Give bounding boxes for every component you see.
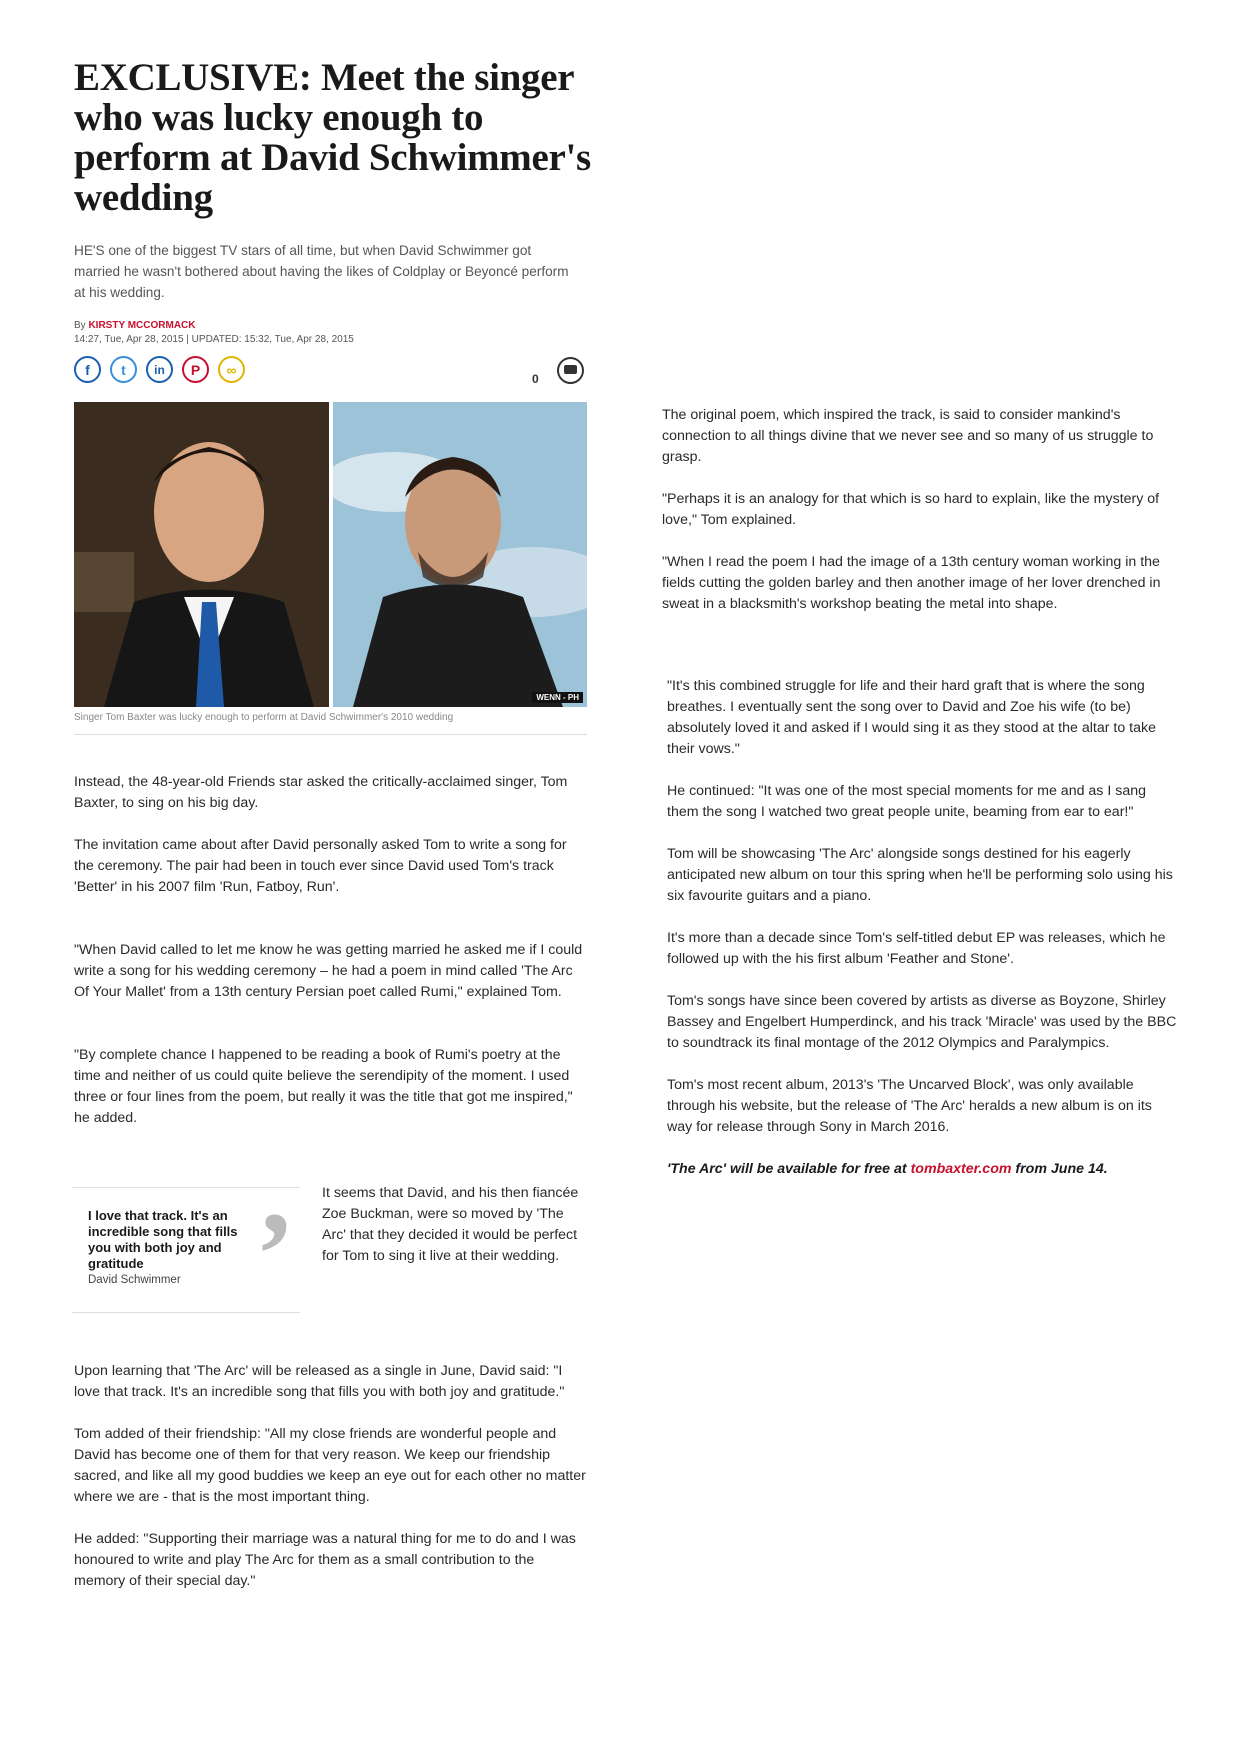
article-paragraph: Tom's most recent album, 2013's 'The Uncarved Block', was only available through his website, but the release of 'The Arc' heralds a new album is on its way for release through Sony in March 2016.	[667, 1077, 1152, 1135]
article-paragraph: Tom's songs have since been covered by artists as diverse as Boyzone, Shirley Bassey and Engelbert Humperdinck, and his track 'Miracle' was used by the BBC to soundtrack its final montage of the 2012 Olympics and Paralympics.	[667, 993, 1177, 1051]
article-headline: EXCLUSIVE: Meet the singer who was lucky enough to perform at David Schwimmer's wedding	[74, 56, 591, 219]
article-paragraph: "When I read the poem I had the image of a 13th century woman working in the fields cutting the golden barley and then another image of her lover drenched in sweat in a blacksmith's workshop beating the metal into shape.	[662, 554, 1161, 612]
byline-prefix: By	[74, 320, 89, 331]
pull-quote-text: I love that track. It's an incredible song that fills you with both joy and gratitude	[88, 1208, 238, 1271]
share-bar	[74, 356, 245, 383]
article-paragraph: The invitation came about after David personally asked Tom to write a song for the ceremony. The pair had been in touch ever since David used Tom's track 'Better' in his 2007 film 'Run, Fatboy, Run'.	[74, 837, 567, 895]
article-paragraph: "When David called to let me know he was getting married he asked me if I could write a song for his wedding ceremony – he had a poem in mind called 'The Arc Of Your Mallet' from a 13th century Persian poet called Rumi," explained Tom.	[74, 942, 583, 1000]
availability-note	[667, 1159, 1177, 1180]
article-paragraph: "By complete chance I happened to be reading a book of Rumi's poetry at the time and neither of us could quite believe the serendipity of the moment. I used three or four lines from the poem, but really it was the title that got me inspired," he added.	[74, 1047, 573, 1126]
facebook-icon[interactable]: f	[74, 356, 101, 383]
article-paragraph: "It's this combined struggle for life and their hard graft that is where the song breathes. I eventually sent the song over to David and Zoe his wife (to be) absolutely loved it and asked if I would sing it as they stood at the altar to take their vows."	[667, 678, 1156, 757]
photo-david-schwimmer	[74, 402, 329, 707]
article-standfirst: HE'S one of the biggest TV stars of all time, but when David Schwimmer got married he wasn't bothered about having the likes of Coldplay or Beyoncé perform at his wedding.	[74, 243, 569, 300]
article-timestamp: 14:27, Tue, Apr 28, 2015 | UPDATED: 15:32, Tue, Apr 28, 2015	[74, 334, 354, 345]
comment-count[interactable]: 0	[532, 372, 539, 386]
article-paragraph: It's more than a decade since Tom's self-titled debut EP was releases, which he followed up with the his first album 'Feather and Stone'.	[667, 930, 1166, 967]
twitter-icon[interactable]: t	[110, 356, 137, 383]
photo-tom-baxter	[333, 402, 587, 707]
pull-quote-attribution: David Schwimmer	[88, 1274, 181, 1286]
linkedin-icon[interactable]: in	[146, 356, 173, 383]
quote-mark-icon: ’	[255, 1187, 295, 1320]
portrait-illustration-left	[74, 402, 329, 707]
article-paragraph: He added: "Supporting their marriage was a natural thing for me to do and I was honoured to write and play The Arc for them as a small contribution to the memory of their special day."	[74, 1531, 576, 1589]
comment-icon[interactable]	[557, 357, 584, 384]
pinterest-icon[interactable]: P	[182, 356, 209, 383]
byline	[74, 320, 196, 331]
author-link[interactable]: KIRSTY MCCORMACK	[88, 320, 196, 331]
article-paragraph: Tom added of their friendship: "All my close friends are wonderful people and David has become one of them for that very reason. We keep our friendship sacred, and like all my good buddies we keep an eye out for each other no matter where we are - that is the most important thing.	[74, 1426, 586, 1505]
article-paragraph: Instead, the 48-year-old Friends star asked the critically-acclaimed singer, Tom Baxter, to sing on his big day.	[74, 774, 568, 811]
article-paragraph: The original poem, which inspired the track, is said to consider mankind's connection to all things divine that we never see and so many of us struggle to grasp.	[662, 407, 1154, 465]
article-paragraph: Upon learning that 'The Arc' will be released as a single in June, David said: "I love that track. It's an incredible song that fills you with both joy and gratitude."	[74, 1363, 565, 1400]
photo-caption: Singer Tom Baxter was lucky enough to perform at David Schwimmer's 2010 wedding	[74, 712, 454, 723]
divider	[74, 734, 587, 735]
portrait-illustration-right	[333, 402, 587, 707]
link-icon[interactable]: ∞	[218, 356, 245, 383]
article-paragraph: He continued: "It was one of the most special moments for me and as I sang them the song I watched two great people unite, beaming from ear to ear!"	[667, 783, 1146, 820]
availability-note-before: 'The Arc' will be available for free at	[667, 1161, 911, 1177]
article-paragraph: It seems that David, and his then fiancée Zoe Buckman, were so moved by 'The Arc' that they decided it would be perfect for Tom to sing it live at their wedding.	[322, 1185, 579, 1264]
pull-quote	[72, 1187, 300, 1320]
article-paragraph: "Perhaps it is an analogy for that which is so hard to explain, like the mystery of love," Tom explained.	[662, 491, 1160, 528]
website-link[interactable]: tombaxter.com	[910, 1161, 1012, 1177]
article-paragraph: Tom will be showcasing 'The Arc' alongside songs destined for his eagerly anticipated new album on tour this spring when he'll be performing solo using his six favourite guitars and a piano.	[667, 846, 1173, 904]
photo-credit: WENN - PH	[532, 692, 583, 703]
availability-note-after: from June 14.	[1011, 1161, 1108, 1177]
